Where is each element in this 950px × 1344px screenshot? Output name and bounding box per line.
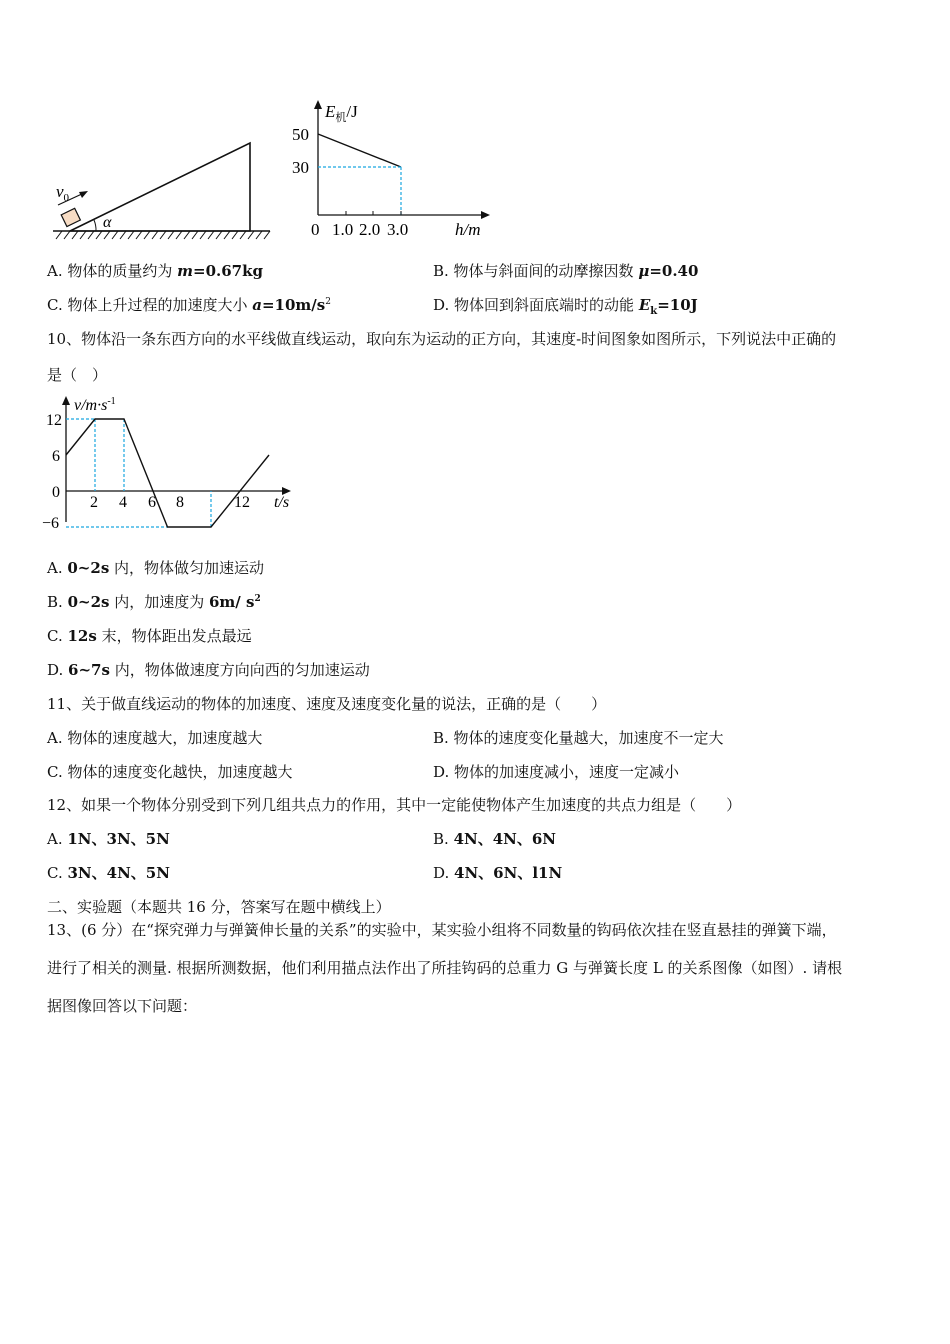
y-tick-label: 12: [46, 412, 62, 429]
q9-option-a: A. 物体的质量约为 m=0.67kg: [47, 262, 263, 280]
velocity-time-graph: [38, 392, 303, 537]
angle-label: α: [103, 214, 112, 231]
q10-stem-line1: 10、物体沿一条东西方向的水平线做直线运动，取向东为运动的正方向，其速度-时间图象如图所示，下列说法中正确的: [47, 330, 837, 348]
y-tick-label: 0: [52, 484, 60, 501]
q12-option-b: B. 4N、4N、6N: [433, 830, 557, 848]
q12-option-c: C. 3N、4N、5N: [47, 864, 170, 882]
q9-option-b: B. 物体与斜面间的动摩擦因数 μ=0.40: [433, 262, 699, 280]
q11-stem: 11、关于做直线运动的物体的加速度、速度及速度变化量的说法，正确的是（ ）: [47, 695, 607, 713]
q9-option-c: C. 物体上升过程的加速度大小 $a=10m/s^2$: [47, 296, 331, 314]
section-title: 二、实验题（本题共 16 分，答案写在题中横线上）: [47, 898, 391, 916]
svg-text:E机/J: $E_机/J$: [325, 102, 358, 124]
q10-option-d: D. 6~7s 内，物体做速度方向向西的匀加速运动: [47, 661, 370, 679]
q13-line2: 进行了相关的测量. 根据所测数据，他们利用描点法作出了所挂钩码的总重力 G 与弹簧长度 L 的关系图像（如图）. 请根: [47, 959, 843, 977]
svg-text:3.0: 3.0: [387, 220, 409, 239]
q10-stem-line2: 是（ ）: [47, 366, 108, 384]
svg-text:30: 30: [292, 158, 309, 177]
x-tick-label: 2: [90, 494, 98, 511]
v0-label: $v_0$: [56, 182, 70, 204]
svg-text:t/s: t/s: [274, 494, 290, 511]
block: [61, 208, 80, 226]
svg-text:50: 50: [292, 125, 309, 144]
q13-line1: 13、(6 分）在“探究弹力与弹簧伸长量的关系”的实验中，某实验小组将不同数量的钩码依次挂在竖直悬挂的弹簧下端，: [47, 921, 837, 939]
q13-line3: 据图像回答以下问题：: [47, 997, 198, 1015]
y-tick-label: 6: [52, 448, 60, 465]
q12-option-d: D. 4N、6N、l1N: [433, 864, 563, 882]
x-tick-label: 6: [148, 494, 156, 511]
q11-option-c: C. 物体的速度变化越快，加速度越大: [47, 763, 293, 781]
x-tick-label: 8: [176, 494, 184, 511]
x-tick-label: 4: [119, 494, 127, 511]
q11-option-a: A. 物体的速度越大，加速度越大: [47, 729, 263, 747]
svg-text:0: 0: [311, 220, 320, 239]
q12-stem: 12、如果一个物体分别受到下列几组共点力的作用，其中一定能使物体产生加速度的共点力组是（ ）: [47, 796, 742, 814]
svg-text:h/m: h/m: [455, 220, 481, 239]
q10-option-a: A. 0~2s 内，物体做匀加速运动: [47, 559, 265, 577]
q12-option-a: A. 1N、3N、5N: [47, 830, 170, 848]
svg-text:v/m·s-1: $v/m\cdot s^{-1}$: [74, 396, 116, 414]
q10-option-c: C. 12s 末，物体距出发点最远: [47, 627, 252, 645]
svg-text:1.0: 1.0: [332, 220, 354, 239]
y-tick-label: −6: [42, 515, 60, 532]
energy-graph: [285, 95, 500, 245]
q11-option-d: D. 物体的加速度减小，速度一定减小: [433, 763, 680, 781]
svg-text:2.0: 2.0: [359, 220, 381, 239]
x-tick-label: 12: [234, 494, 250, 511]
q11-option-b: B. 物体的速度变化量越大，加速度不一定大: [433, 729, 724, 747]
q9-option-d: D. 物体回到斜面底端时的动能 $E_k=10J$: [433, 296, 698, 317]
q10-option-b: B. 0~2s 内，加速度为 6m/ $s^2$: [47, 593, 261, 611]
incline-figure: [48, 135, 278, 245]
